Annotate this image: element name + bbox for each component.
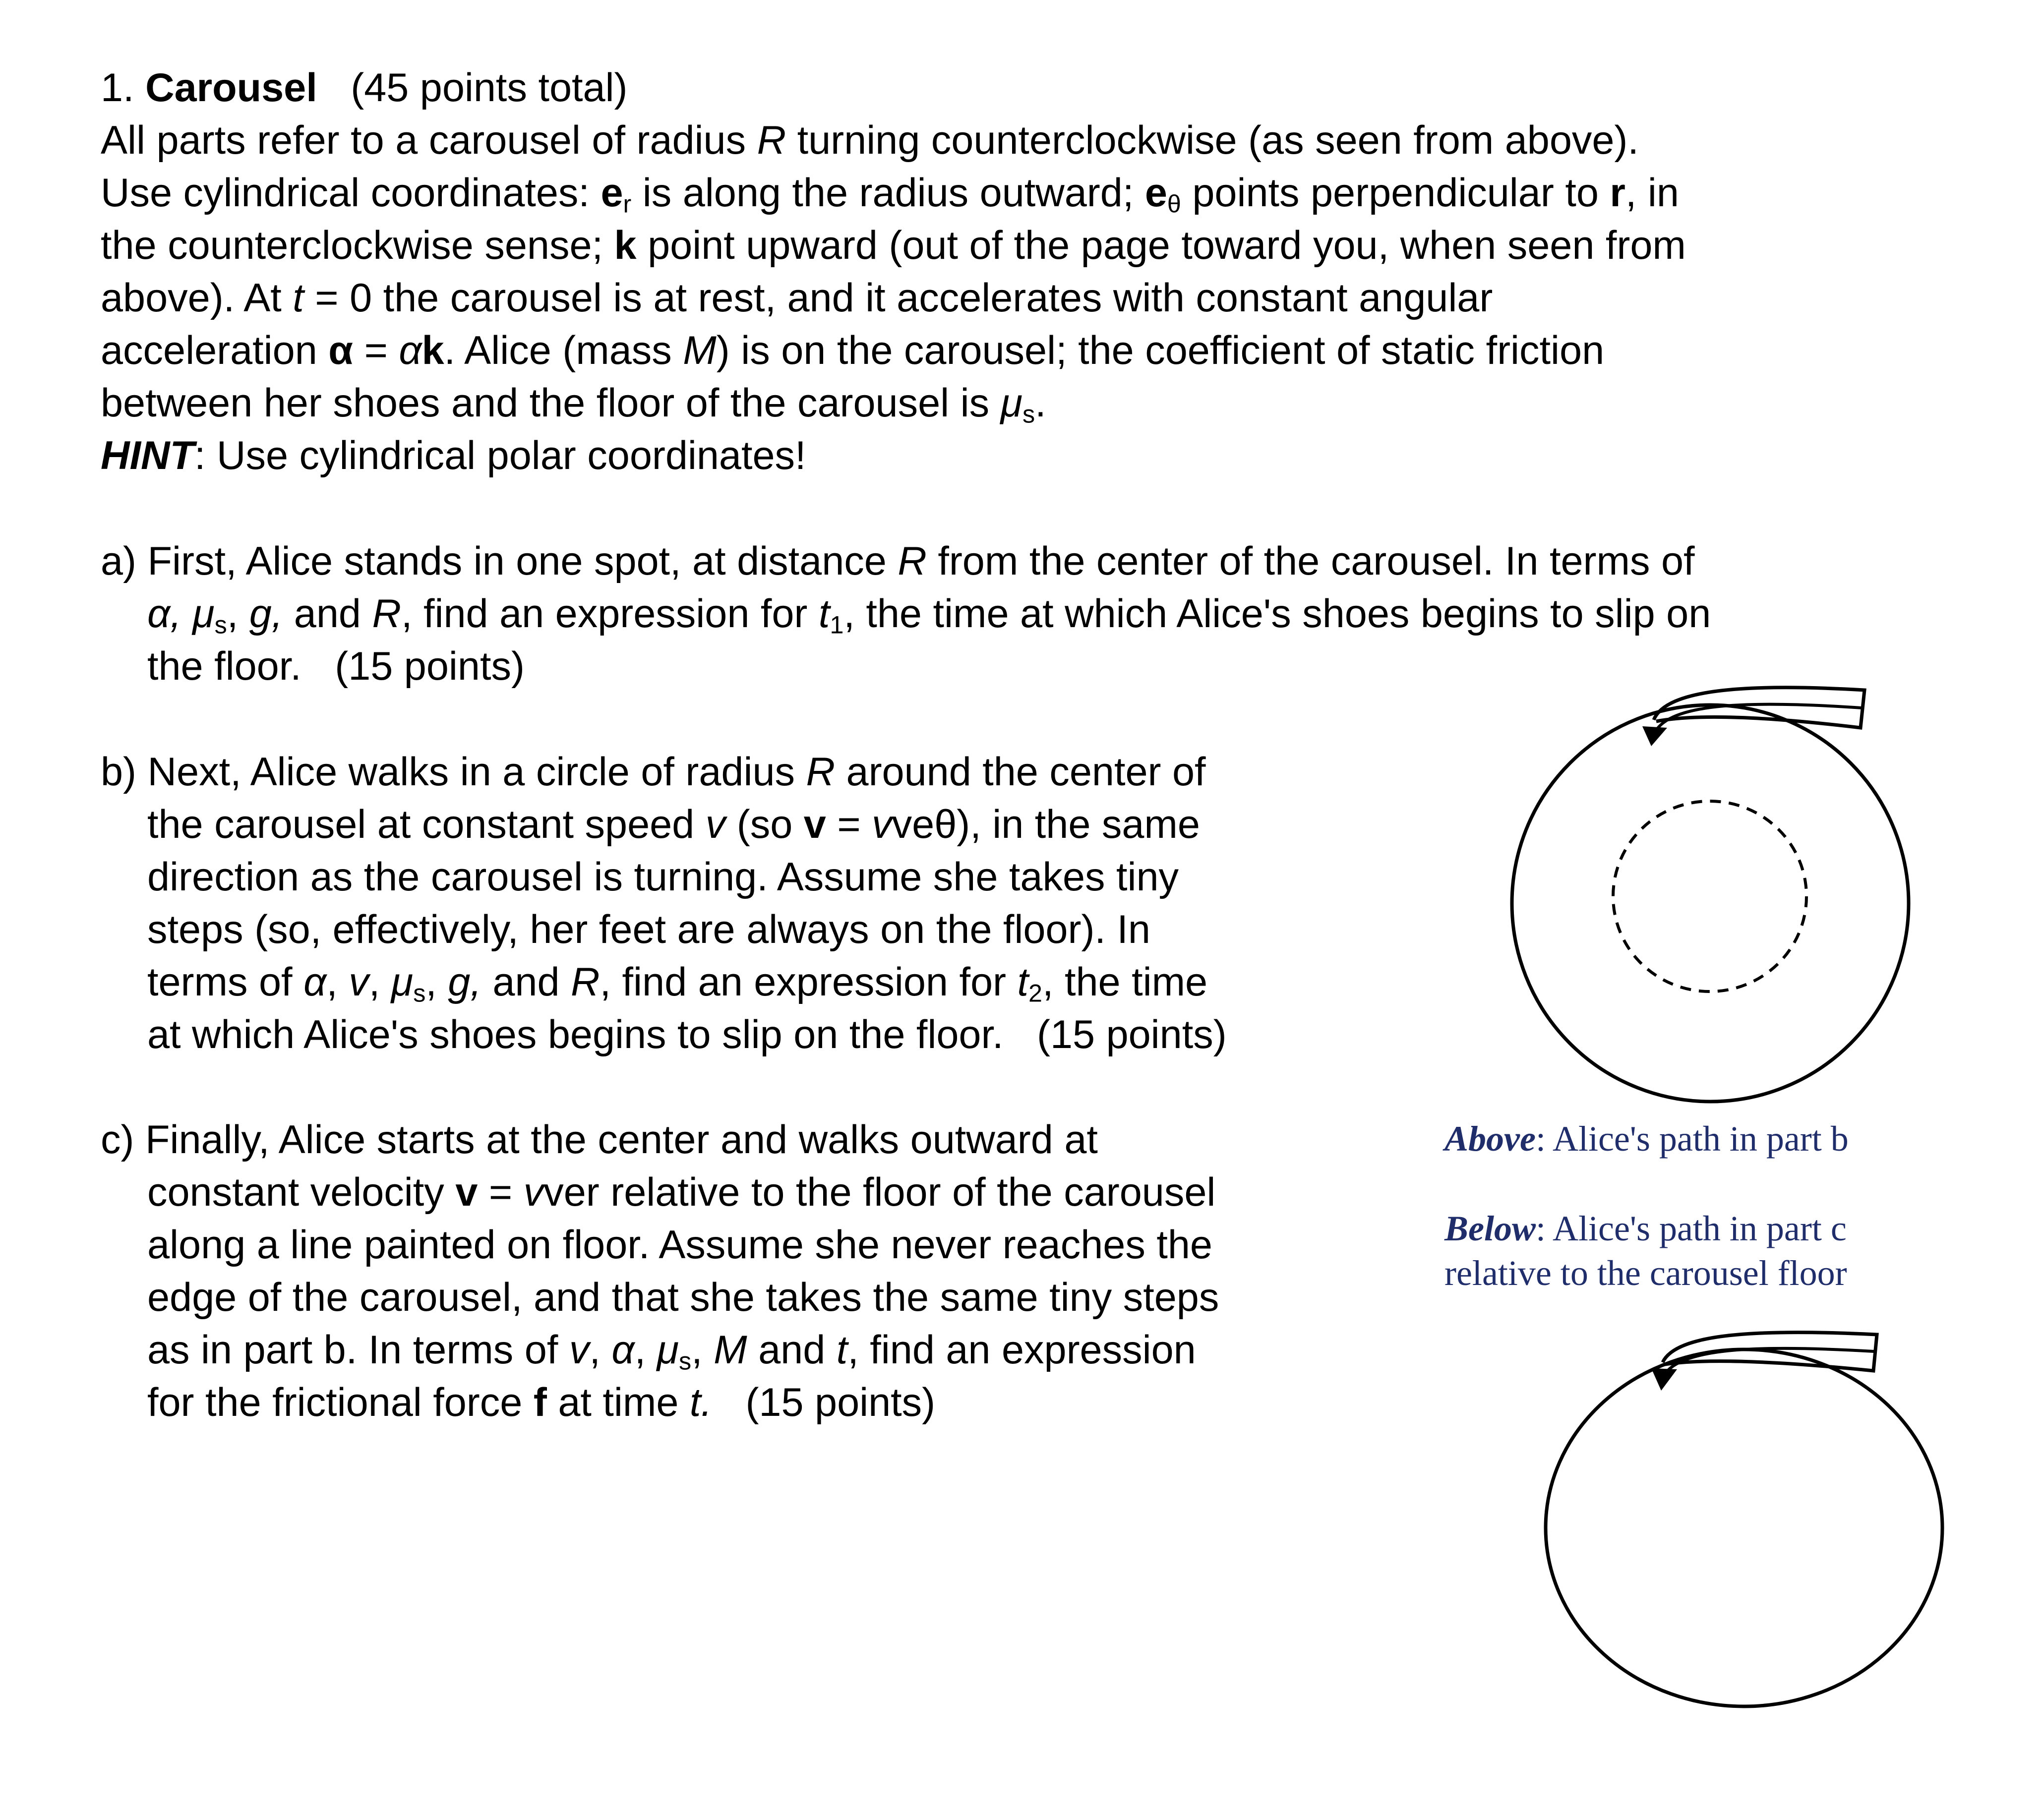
- part-b-line-1: b) Next, Alice walks in a circle of radius R around the center of: [101, 750, 1206, 794]
- intro-line-4: above). At t = 0 the carousel is at rest, and it accelerates with constant angular: [101, 276, 1493, 320]
- intro-line-2: Use cylindrical coordinates: $e_r$ is along the radius outward; $e_\theta$ points perpendicular to r, in: [101, 171, 1679, 218]
- part-c-line-6: for the frictional force f at time t. (15 points): [147, 1380, 936, 1425]
- part-a-line-3: the floor. (15 points): [147, 644, 525, 689]
- carousel-b-edge: [1512, 705, 1909, 1102]
- rotation-arrow-c: [1663, 1333, 1877, 1371]
- part-b-line-6: at which Alice's shoes begins to slip on the floor. (15 points): [147, 1012, 1227, 1057]
- part-b-line-5: terms of α, v, $\mu_s$, g, and R, find an expression for $t_2$, the time: [147, 960, 1208, 1007]
- caption-below-text-2: relative to the carousel floor: [1444, 1253, 1847, 1293]
- intro-line-3: the counterclockwise sense; k point upward (out of the page toward you, when seen from: [101, 223, 1686, 268]
- part-b-line-4: steps (so, effectively, her feet are always on the floor). In: [147, 907, 1150, 952]
- part-a-line-2: α, $\mu_s$, g, and R, find an expression for $t_1$, the time at which Alice's shoes begins to slip on: [147, 591, 1711, 639]
- part-b: [101, 746, 1227, 1061]
- caption-above: [1444, 1116, 1849, 1161]
- part-c-line-5: as in part b. In terms of v, α, $\mu_s$, M and t, find an expression: [147, 1328, 1196, 1375]
- rotation-arrow-b-inner: [1657, 704, 1862, 729]
- carousel-b: [1512, 688, 1909, 1102]
- caption-above-label: Above: [1444, 1119, 1536, 1159]
- part-b-line-3: direction as the carousel is turning. Assume she takes tiny: [147, 855, 1179, 899]
- part-c-line-2: constant velocity v = vver relative to the floor of the carousel: [147, 1170, 1216, 1215]
- part-c-line-3: along a line painted on floor. Assume she never reaches the: [147, 1223, 1212, 1267]
- problem-title: Carousel: [145, 65, 317, 110]
- arrowhead-c: [1651, 1368, 1677, 1391]
- hint-label: HINT: [101, 433, 194, 478]
- part-b-points: (15 points): [1037, 1012, 1227, 1057]
- alice-path-b: [1613, 801, 1806, 992]
- part-a: [101, 535, 1711, 693]
- intro-line-5: acceleration α = αk. Alice (mass M) is on the carousel; the coefficient of static friction: [101, 328, 1605, 373]
- hint-line: [101, 429, 1686, 482]
- hint-text: : Use cylindrical polar coordinates!: [194, 433, 806, 478]
- problem-heading: [101, 61, 628, 114]
- part-c-line-4: edge of the carousel, and that she takes the same tiny steps: [147, 1275, 1219, 1320]
- caption-below-label: Below: [1444, 1209, 1536, 1248]
- part-a-points: (15 points): [335, 644, 525, 689]
- carousel-c: [1546, 1333, 1942, 1706]
- carousel-c-edge: [1546, 1349, 1942, 1706]
- intro-paragraph: [101, 114, 1686, 482]
- problem-number: 1.: [101, 65, 134, 110]
- caption-above-text: : Alice's path in part b: [1535, 1119, 1849, 1159]
- caption-below: [1444, 1206, 1847, 1295]
- intro-line-1: All parts refer to a carousel of radius R turning counterclockwise (as seen from above).: [101, 118, 1639, 163]
- points-total: (45 points total): [351, 65, 628, 110]
- intro-line-6: between her shoes and the floor of the carousel is $\mu_s$.: [101, 381, 1046, 428]
- arrowhead-b: [1642, 726, 1667, 746]
- rotation-arrow-c-inner: [1666, 1348, 1874, 1372]
- part-a-line-1: a) First, Alice stands in one spot, at distance R from the center of the carousel. In terms of: [101, 539, 1695, 584]
- part-c-line-1: c) Finally, Alice starts at the center and walks outward at: [101, 1117, 1098, 1162]
- caption-below-text-1: : Alice's path in part c: [1536, 1209, 1847, 1248]
- rotation-arrow-b: [1654, 688, 1864, 728]
- part-c: [101, 1113, 1219, 1429]
- part-c-points: (15 points): [745, 1380, 936, 1425]
- part-b-line-2: the carousel at constant speed v (so v = vveθ), in the same: [147, 802, 1200, 847]
